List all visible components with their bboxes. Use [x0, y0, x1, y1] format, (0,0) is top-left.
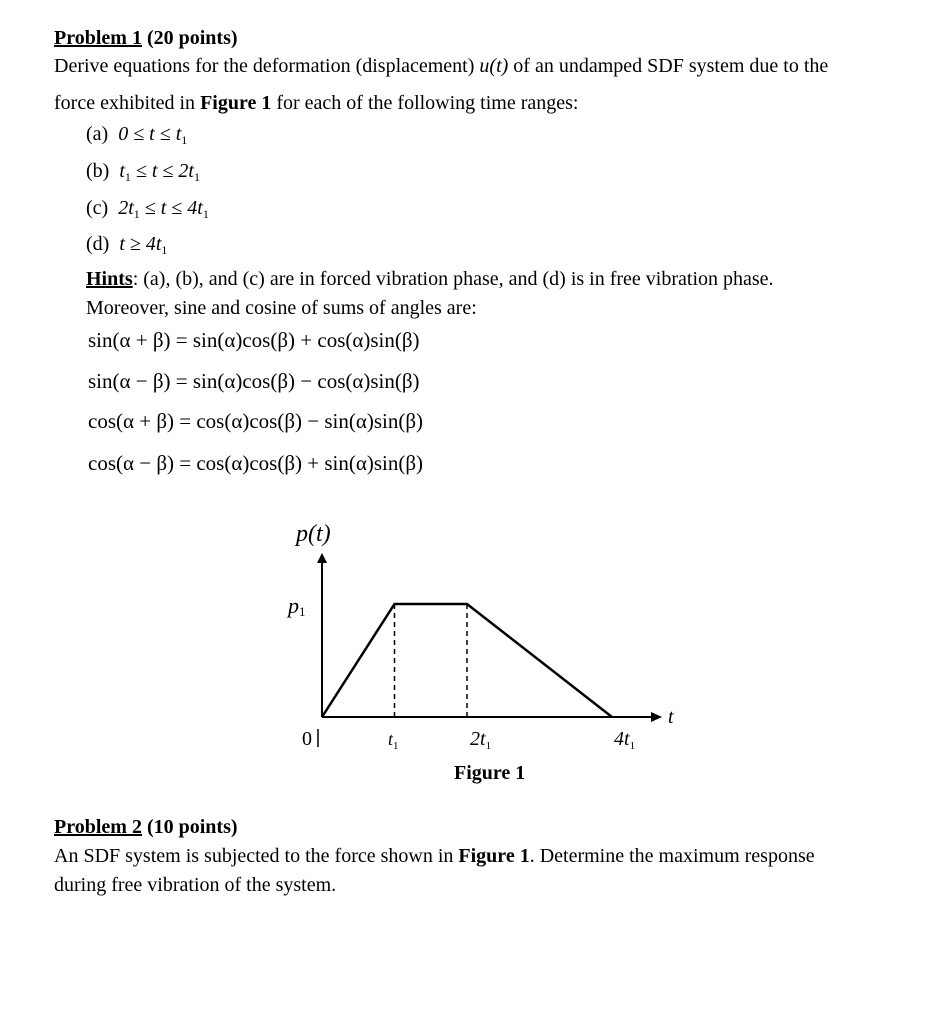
problem2-text-a: An SDF system is subjected to the force shown in	[54, 845, 454, 867]
figure-1	[270, 505, 700, 790]
intro-text-b: of an undamped SDF system due to the	[513, 55, 829, 77]
figure-caption: Figure 1	[454, 762, 526, 784]
range-sub: 1	[181, 133, 188, 147]
range-expr: t ≥ 4t	[119, 233, 162, 255]
y-axis-arrowhead	[317, 553, 327, 563]
range-sub: 1	[161, 243, 168, 257]
problem1-intro-line2	[54, 91, 578, 115]
intro-text-a: Derive equations for the deformation (displacement)	[54, 55, 475, 77]
intro-arg: (t)	[489, 55, 509, 77]
origin-label: 0	[302, 728, 312, 750]
range-a	[86, 122, 187, 148]
plot-area	[322, 604, 612, 717]
problem2-text-b: . Determine the maximum response	[529, 845, 815, 867]
x-axis-label: t	[668, 706, 674, 728]
identity-cos-diff: cos(α − β) = cos(α)cos(β) + sin(α)sin(β)	[88, 451, 424, 475]
hints-text: : (a), (b), and (c) are in forced vibration phase, and (d) is in free vibration phase.	[132, 268, 774, 290]
identity-cos-sum: cos(α + β) = cos(α)cos(β) − sin(α)sin(β)	[88, 409, 424, 433]
range-sub: 1	[133, 207, 140, 221]
p1-label: p1	[288, 593, 306, 619]
tick-label-t1: $t_1$	[388, 729, 399, 752]
range-label: (d)	[86, 233, 110, 255]
hints-line2: Moreover, sine and cosine of sums of angles are:	[86, 297, 477, 319]
range-expr: 0 ≤ t ≤ t	[118, 123, 182, 145]
tick-label-2t1: $2t_1$	[470, 728, 492, 752]
range-b	[86, 159, 200, 185]
identity-sin-diff: sin(α − β) = sin(α)cos(β) − cos(α)sin(β)	[88, 369, 420, 393]
y-axis-label: p(t)	[296, 521, 331, 547]
problem1-intro-line1	[54, 54, 828, 78]
hints-label: Hints	[86, 268, 133, 290]
intro-line2-b: for each of the following time ranges:	[276, 92, 579, 114]
problem2-figure-ref: Figure 1	[458, 845, 530, 867]
range-label: (c)	[86, 197, 109, 219]
range-label: (b)	[86, 160, 110, 182]
intro-line2-a: force exhibited in	[54, 92, 196, 114]
hints-line1	[86, 267, 774, 291]
problem1-points: (20 points)	[146, 27, 238, 49]
range-c	[86, 196, 209, 222]
identity-sin-sum: sin(α + β) = sin(α)cos(β) + cos(α)sin(β)	[88, 328, 420, 352]
problem2-text-line2: during free vibration of the system.	[54, 874, 337, 896]
problem1-title: Problem 1	[54, 27, 142, 49]
range-sub2: 1	[202, 207, 209, 221]
range-expr-b: ≤ t ≤ 2t	[130, 160, 194, 182]
problem1-heading	[54, 26, 238, 50]
tick-label-4t1: $4t_1$	[614, 728, 636, 752]
range-d	[86, 232, 167, 258]
range-expr-b: ≤ t ≤ 4t	[139, 197, 203, 219]
intro-figure-ref: Figure 1	[200, 92, 272, 114]
problem2-text-line1	[54, 844, 815, 868]
range-sub2: 1	[193, 170, 200, 184]
problem2-title: Problem 2	[54, 816, 142, 838]
problem2-heading	[54, 815, 238, 839]
range-label: (a)	[86, 123, 109, 145]
x-axis-arrowhead	[651, 712, 662, 722]
range-sub: 1	[124, 170, 131, 184]
problem2-points: (10 points)	[146, 816, 238, 838]
intro-var: u	[479, 55, 490, 77]
range-expr: 2t	[118, 197, 134, 219]
range-expr: t	[119, 160, 125, 182]
